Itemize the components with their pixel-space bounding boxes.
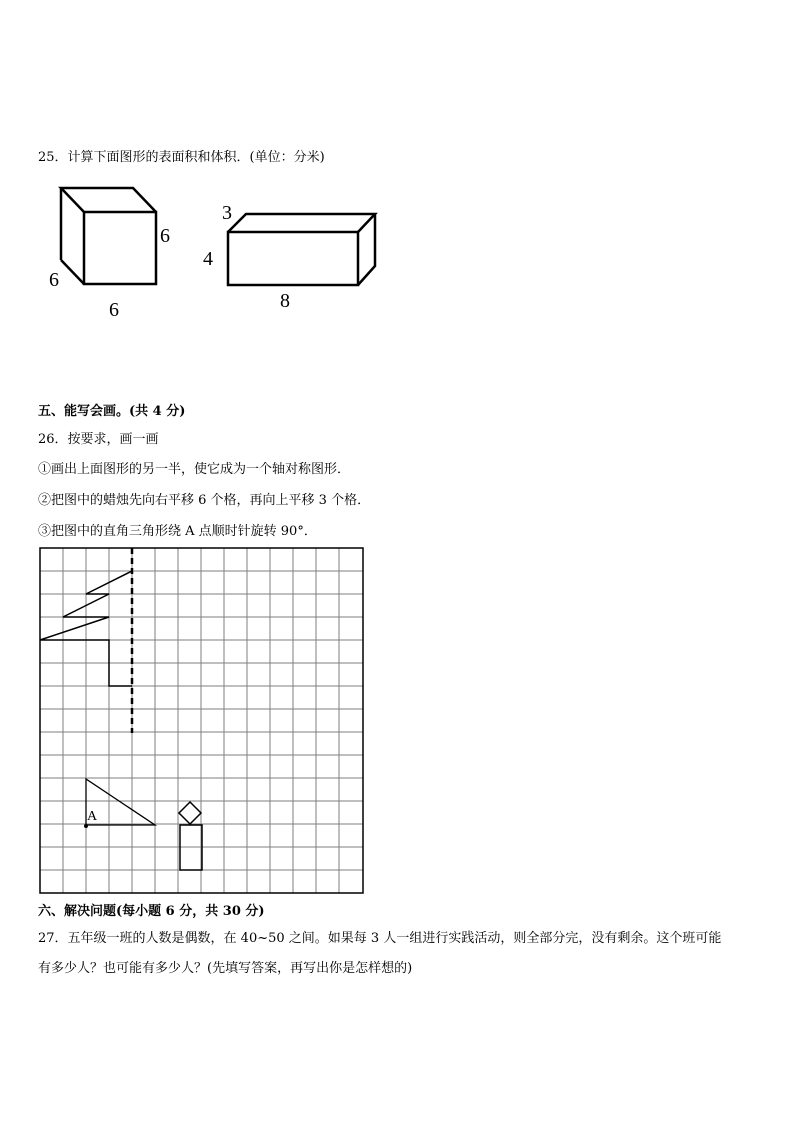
cuboid-label-length: 8 <box>280 290 290 312</box>
q26-task-1: ①画出上面图形的另一半，使它成为一个轴对称图形． <box>38 462 351 477</box>
candle-figure <box>179 802 202 870</box>
cube-label-right: 6 <box>160 225 170 247</box>
q26-text: 26．按要求，画一画 <box>38 432 159 447</box>
point-a-label: A <box>87 809 98 824</box>
cube-label-bottom: 6 <box>109 299 119 321</box>
q27-line-2: 有多少人？也可能有多少人？(先填写答案，再写出你是怎样想的) <box>38 961 413 976</box>
cuboid-label-height: 4 <box>203 248 213 270</box>
section6-title: 六、解决问题(每小题 6 分，共 30 分) <box>38 904 265 919</box>
q27-line-1: 27．五年级一班的人数是偶数，在 40~50 之间。如果每 3 人一组进行实践活动，则全部分完，没有剩余。这个班可能 <box>38 931 722 946</box>
candle-flame <box>179 802 201 824</box>
q25-text: 25．计算下面图形的表面积和体积．(单位：分米) <box>38 150 325 165</box>
cuboid-label-depth: 3 <box>222 202 232 224</box>
q26-task-2: ②把图中的蜡烛先向右平移 6 个格，再向上平移 3 个格． <box>38 493 371 508</box>
point-a-dot <box>84 824 88 828</box>
section5-title: 五、能写会画。(共 4 分) <box>38 404 186 419</box>
cube-label-left: 6 <box>49 269 59 291</box>
q26-task-3: ③把图中的直角三角形绕 A 点顺时针旋转 90°． <box>38 524 317 539</box>
